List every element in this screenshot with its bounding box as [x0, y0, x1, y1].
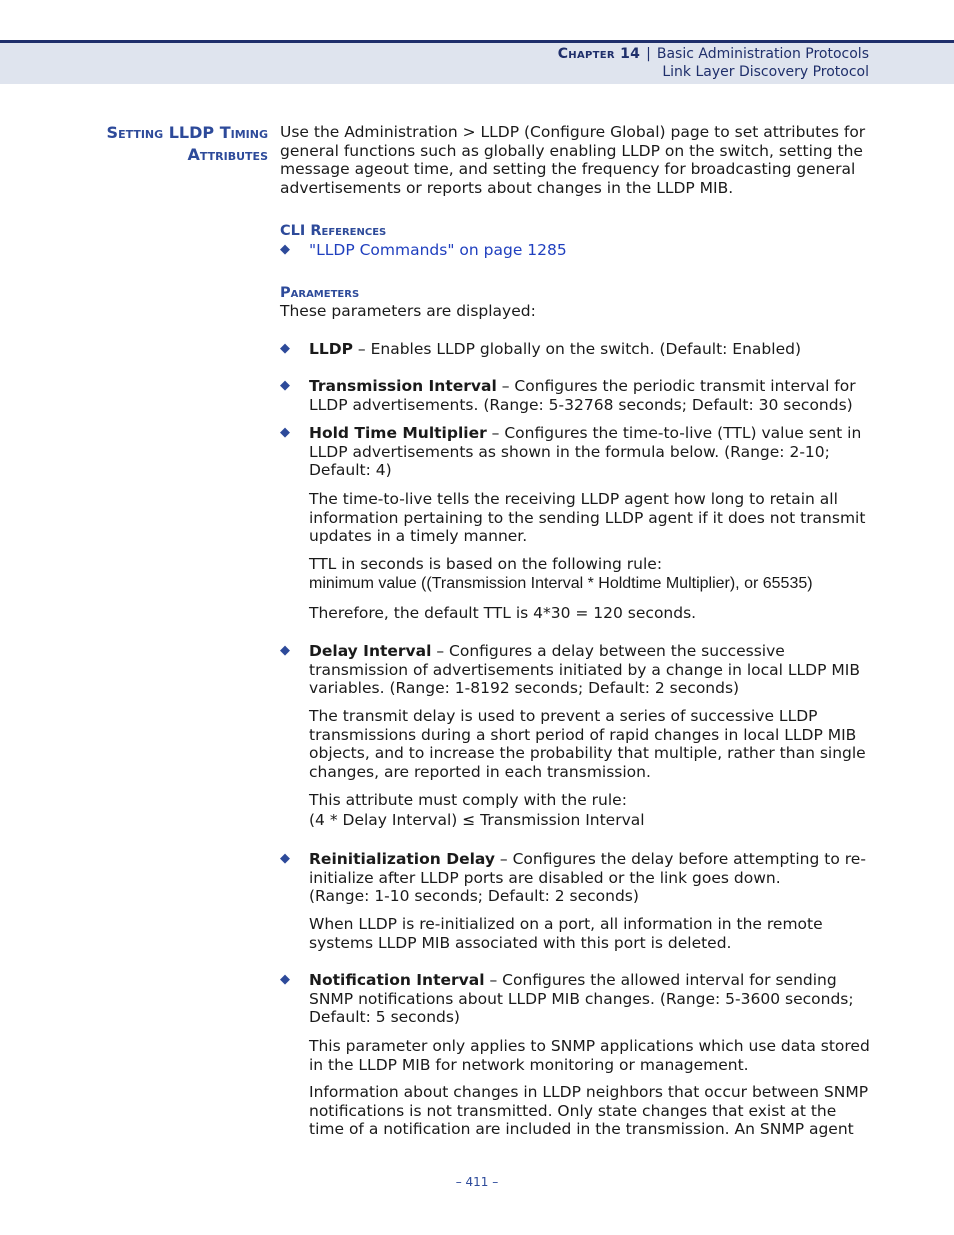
chapter-title: Basic Administration Protocols [656, 46, 869, 62]
param-delay-interval [280, 642, 880, 698]
param-desc: – Configures a delay between the successive transmission of advertisements initiated by a change in local LLDP MIB variables. (Range: 1-8192 seconds; Default: 2 seconds) [309, 642, 860, 698]
ttl-rule-intro: TTL in seconds is based on the following rule: [309, 555, 663, 573]
section-intro: Use the Administration > LLDP (Configure Global) page to set attributes for general functions such as globally enabling LLDP on the switch, setting the message ageout time, and setting the frequency for broadcasting general advertisements or reports about changes in the LLDP MIB. [280, 123, 866, 197]
bullet-diamond-icon: ◆ [280, 425, 290, 440]
section-title-line1: Setting LLDP Timing [106, 123, 268, 142]
default-ttl-note: Therefore, the default TTL is 4*30 = 120 seconds. [309, 604, 697, 622]
param-desc: – Configures the delay before attempting to re-initialize after LLDP ports are disabled or the link goes down. [309, 850, 866, 887]
param-desc: – Enables LLDP globally on the switch. (Default: Enabled) [352, 340, 801, 358]
running-header [558, 46, 869, 62]
param-term: Hold Time Multiplier [309, 424, 487, 442]
bullet-diamond-icon: ◆ [280, 242, 290, 257]
param-reinitialization-delay [280, 850, 880, 906]
param-term: Delay Interval [309, 642, 432, 660]
param-hold-time-multiplier [280, 424, 880, 480]
delay-rule-intro: This attribute must comply with the rule: [309, 791, 627, 809]
page-number: – 411 – [455, 1175, 499, 1189]
lldp-commands-link[interactable]: "LLDP Commands" on page 1285 [309, 241, 567, 259]
bullet-diamond-icon: ◆ [280, 972, 290, 987]
delay-note: The transmit delay is used to prevent a series of successive LLDP transmissions during a short period of rapid changes in local LLDP MIB objects, and to increase the probability that multiple, rather than single changes, are reported in each transmission. [309, 707, 866, 781]
param-transmission-interval [280, 377, 880, 414]
bullet-diamond-icon: ◆ [280, 851, 290, 866]
ttl-rule-formula: minimum value ((Transmission Interval * Holdtime Multiplier), or 65535) [309, 575, 813, 592]
reinit-note: When LLDP is re-initialized on a port, all information in the remote systems LLDP MIB associated with this port is deleted. [309, 915, 823, 952]
param-term: Transmission Interval [309, 377, 497, 395]
bullet-diamond-icon: ◆ [280, 378, 290, 393]
param-range: (Range: 1-10 seconds; Default: 2 seconds) [309, 887, 639, 906]
param-desc: – Configures the time-to-live (TTL) value sent in LLDP advertisements as shown in the formula below. (Range: 2-10; Default: 4) [309, 424, 862, 480]
section-title-line2: Attributes [187, 145, 268, 164]
hold-time-note: The time-to-live tells the receiving LLDP agent how long to retain all information pertaining to the sending LLDP agent if it does not transmit updates in a timely manner. [309, 490, 866, 546]
param-lldp [280, 340, 880, 359]
delay-rule-formula: (4 * Delay Interval) ≤ Transmission Interval [309, 811, 645, 829]
section-title [40, 122, 268, 166]
chapter-subtitle: Link Layer Discovery Protocol [662, 64, 869, 80]
param-desc: – Configures the allowed interval for sending SNMP notifications about LLDP MIB changes. (Range: 5-3600 seconds; Default: 5 seconds) [309, 971, 854, 1027]
cli-references-heading: CLI References [280, 223, 387, 239]
notification-note-1: This parameter only applies to SNMP applications which use data stored in the LLDP MIB for network monitoring or management. [309, 1037, 870, 1074]
bullet-diamond-icon: ◆ [280, 341, 290, 356]
chapter-label: Chapter 14 [557, 46, 641, 62]
param-term: Reinitialization Delay [309, 850, 495, 868]
parameters-heading: Parameters [280, 285, 360, 301]
param-notification-interval [280, 971, 880, 1027]
header-separator: | [646, 46, 651, 62]
parameters-intro: These parameters are displayed: [280, 302, 536, 320]
cli-reference-item [280, 241, 880, 260]
notification-note-2: Information about changes in LLDP neighbors that occur between SNMP notifications is not transmitted. Only state changes that exist at the time of a notification are included in the transmission. An SNMP agent [309, 1083, 869, 1139]
param-desc: – Configures the periodic transmit interval for LLDP advertisements. (Range: 5-32768 seconds; Default: 30 seconds) [309, 377, 856, 414]
bullet-diamond-icon: ◆ [280, 643, 290, 658]
param-term: Notification Interval [309, 971, 485, 989]
param-term: LLDP [309, 340, 353, 358]
